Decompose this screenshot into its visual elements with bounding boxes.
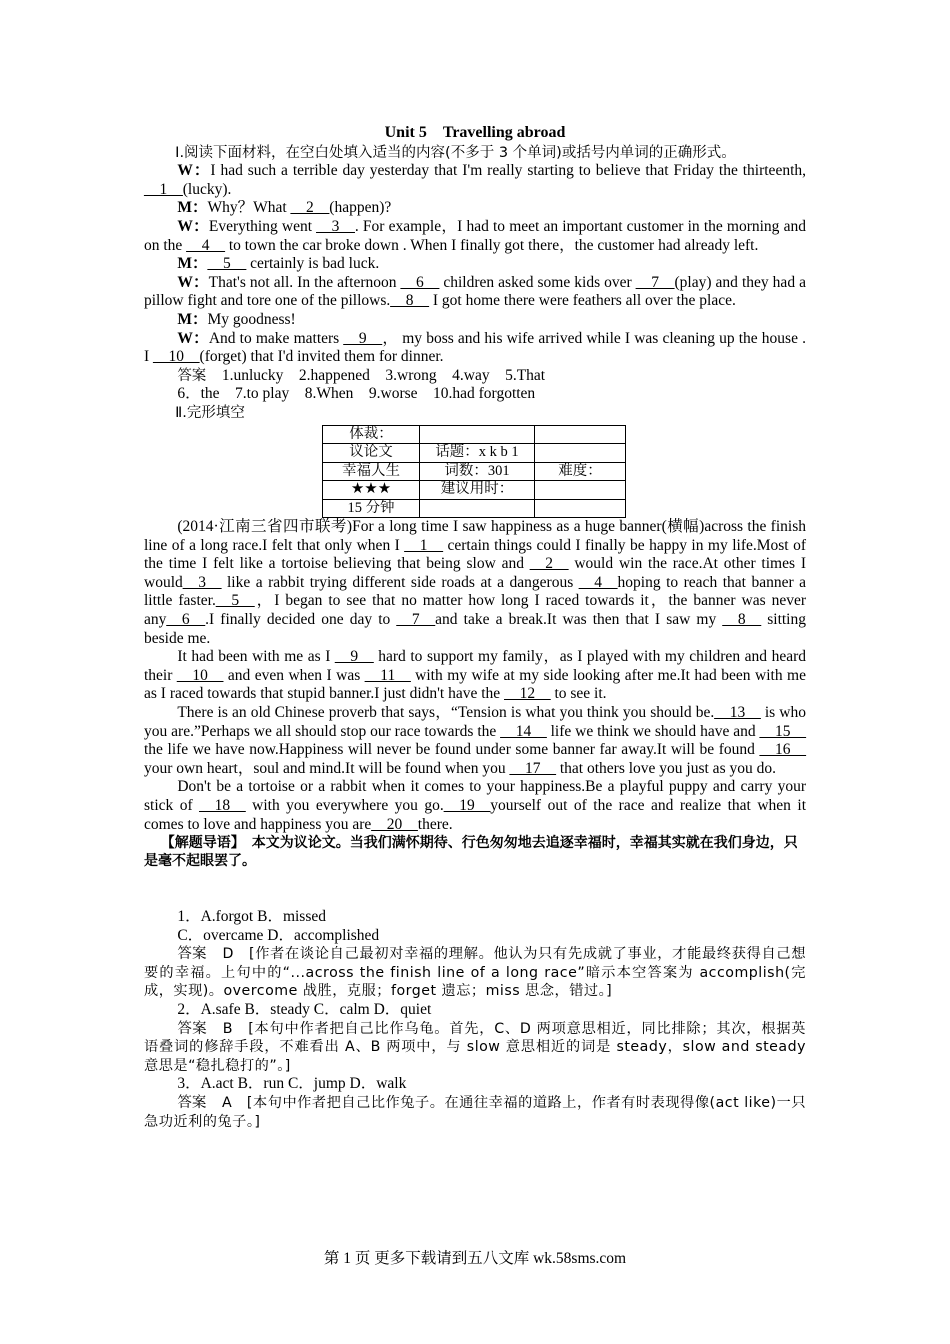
passage-paragraph: There is an old Chinese proverb that says，“Tension is what you think you should be.__13__ is who you are.”Perhaps we all should stop our race towards the __14__ life we think we should have and __15__ the life we have now.Happiness will never be found under some banner far away.It will be found __16__ your own heart，soul and mind.It will be found when you __17__ that others love you just as you do. <box>144 703 807 777</box>
speaker-label: W： <box>177 162 211 180</box>
unit-title: Unit 5 Travelling abroad <box>384 124 566 141</box>
question-options: 2．A.safe B．steady C．calm D．quiet <box>177 1001 432 1019</box>
blank[interactable]: __20__ <box>371 815 418 833</box>
speaker-label: W： <box>177 329 209 347</box>
question-answer: 答案 D [作者在谈论自己最初对幸福的理解。他认为只有先成就了事业，才能最终获得自己想要的幸福。上句中的“...across the finish line of a long race”暗示本空答案为 accomplish(完成，实现)。overcome 战胜，克服；forget 遗忘；miss 思念，错过。] <box>144 946 807 1000</box>
blank[interactable]: __1__ <box>144 180 183 198</box>
speaker-label: M： <box>177 310 208 328</box>
blank[interactable]: __9__ <box>343 329 383 347</box>
answer-line: 答案 1.unlucky 2.happened 3.wrong 4.way 5.That <box>177 366 546 384</box>
table-cell: 议论文 <box>323 444 420 463</box>
speaker-label: W： <box>177 273 209 291</box>
question-answer: 答案 B [本句中作者把自己比作乌龟。首先，C、D 两项意思相近，同比排除；其次，根据英语叠词的修辞手段，不难看出 A、B 两项中，与 slow 意思相近的词是 steady，slow and steady 意思是“稳扎稳打的”。] <box>144 1020 806 1074</box>
blank[interactable]: __19__ <box>443 796 491 814</box>
blank[interactable]: __10__ <box>176 666 224 684</box>
table-cell: 难度： <box>535 462 626 481</box>
table-cell: 幸福人生 <box>323 462 420 481</box>
table-cell: 体裁： <box>323 425 420 444</box>
blank[interactable]: __2__ <box>290 199 330 217</box>
blank[interactable]: __10__ <box>153 348 200 366</box>
blank[interactable]: __18__ <box>199 796 246 814</box>
question-answer: 答案 A [本句中作者把自己比作兔子。在通往幸福的道路上，作者有时表现得像(act like)一只急功近利的兔子。] <box>144 1095 807 1130</box>
blank[interactable]: __13__ <box>714 703 761 721</box>
blank[interactable]: __3__ <box>316 217 355 235</box>
question-options: 1．A.forgot B．missed <box>177 908 327 926</box>
dialogue-line: W：I had such a terrible day yesterday that I'm really starting to believe that Friday the thirteenth, __1__(lucky). <box>144 162 806 198</box>
answer-label: 答案 <box>177 1095 207 1112</box>
question-options: 3．A.act B．run C．jump D．walk <box>177 1075 407 1093</box>
document-page <box>144 124 806 1131</box>
table-cell <box>535 425 626 444</box>
answer-line: 6．the 7.to play 8.When 9.worse 10.had forgotten <box>177 385 536 403</box>
passage-paragraph: It had been with me as I __9__ hard to support my family，as I played with my children and heard their __10__ and even when I was __11__ with my wife at my side looking after me.It had been with me as I raced towards that stupid banner.I just didn't have the __12__ to see it. <box>144 648 806 703</box>
blank[interactable]: __11__ <box>364 666 411 684</box>
passage-paragraph: (2014·江南三省四市联考)For a long time I saw happiness as a huge banner(横幅)across the finish line of a long race.I felt that only when I __1__ certain things could I finally be happy in my life.Most of the time I felt like a tortoise believing that being slow and __2__ would win the race.At other times I would__3__ like a rabbit trying different side roads at a dangerous __4__hoping to reach that banner a little faster.__5__，I began to see that no matter how long I raced towards it，the banner was never any__6__.I finally decided one day to __7__and take a break.It was then that I saw my __8__ sitting beside me. <box>144 518 807 647</box>
section1-heading: Ⅰ.阅读下面材料，在空白处填入适当的内容(不多于 3 个单词)或括号内单词的正确形式。 <box>175 144 736 161</box>
blank[interactable]: __4__ <box>186 236 225 254</box>
dialogue-line: W：Everything went __3__. For example，I had to meet an important customer in the morning and on the __4__ to town the car broke down . When I finally got there，the customer had already left. <box>144 217 806 254</box>
table-cell: 词数：301 <box>420 462 535 481</box>
answer-label: 答案 <box>177 1020 207 1037</box>
question-options: C．overcame D．accomplished <box>177 926 380 944</box>
speaker-label: M： <box>177 255 208 273</box>
blank[interactable]: __2__ <box>529 555 569 573</box>
table-cell <box>535 481 626 500</box>
dialogue-line: W：And to make matters __9__， my boss and his wife arrived while I was cleaning up the house . I __10__(forget) that I'd invited them for dinner. <box>144 329 806 366</box>
answer-label: 答案 <box>177 367 207 384</box>
passage-info-table <box>322 425 626 519</box>
table-cell: 15 分钟 <box>323 499 420 518</box>
section2-heading: Ⅱ.完形填空 <box>175 404 245 421</box>
blank[interactable]: __7__ <box>396 610 436 628</box>
blank[interactable]: __16__ <box>759 741 806 759</box>
table-cell <box>420 499 535 518</box>
guide-text: 【解题导语】 本文为议论文。当我们满怀期待、行色匆匆地去追逐幸福时，幸福其实就在我们身边，只是毫不起眼罢了。 <box>144 835 798 870</box>
table-cell <box>420 425 535 444</box>
passage-paragraph: Don't be a tortoise or a rabbit when it comes to your happiness.Be a playful puppy and carry your stick of __18__ with you everywhere you go.__19__yourself out of the race and realize that when it comes to love and happiness you are__20__there. <box>144 778 806 833</box>
table-cell: 话题：x k b 1 <box>420 444 535 463</box>
answer-label: 答案 <box>177 946 207 963</box>
speaker-label: W： <box>177 217 209 235</box>
table-cell <box>535 444 626 463</box>
blank[interactable]: __12__ <box>504 685 551 703</box>
blank[interactable]: __6__ <box>400 273 440 291</box>
difficulty-stars: ★★★ <box>323 481 420 500</box>
blank[interactable]: __4__ <box>578 573 618 591</box>
blank[interactable]: __8__ <box>722 610 762 628</box>
dialogue-line: M：Why？What __2__(happen)? <box>177 199 392 217</box>
dialogue-line: W：That's not all. In the afternoon __6__ children asked some kids over __7__(play) and they had a pillow fight and tore one of the pillows.__8__ I got home there were feathers all over the place. <box>144 273 806 310</box>
blank[interactable]: __1__ <box>404 536 444 554</box>
blank[interactable]: __7__ <box>635 273 675 291</box>
blank[interactable]: __8__ <box>390 292 429 310</box>
blank[interactable]: __5__ <box>207 255 247 273</box>
source-label: (2014·江南三省四市联考) <box>177 518 353 535</box>
dialogue-line: M：__5__ certainly is bad luck. <box>177 255 380 273</box>
table-cell <box>535 499 626 518</box>
spacer <box>144 870 806 908</box>
blank[interactable]: __9__ <box>334 648 374 666</box>
blank[interactable]: __17__ <box>509 759 556 777</box>
blank[interactable]: __5__ <box>215 592 255 610</box>
blank[interactable]: __15__ <box>759 722 807 740</box>
page-footer: 第 1 页 更多下载请到五八文库 wk.58sms.com <box>323 1250 627 1267</box>
blank[interactable]: __6__ <box>166 610 206 628</box>
dialogue-line: M：My goodness! <box>177 310 296 328</box>
speaker-label: M： <box>177 199 208 217</box>
blank[interactable]: __3__ <box>182 573 222 591</box>
table-cell: 建议用时： <box>420 481 535 500</box>
blank[interactable]: __14__ <box>500 722 547 740</box>
